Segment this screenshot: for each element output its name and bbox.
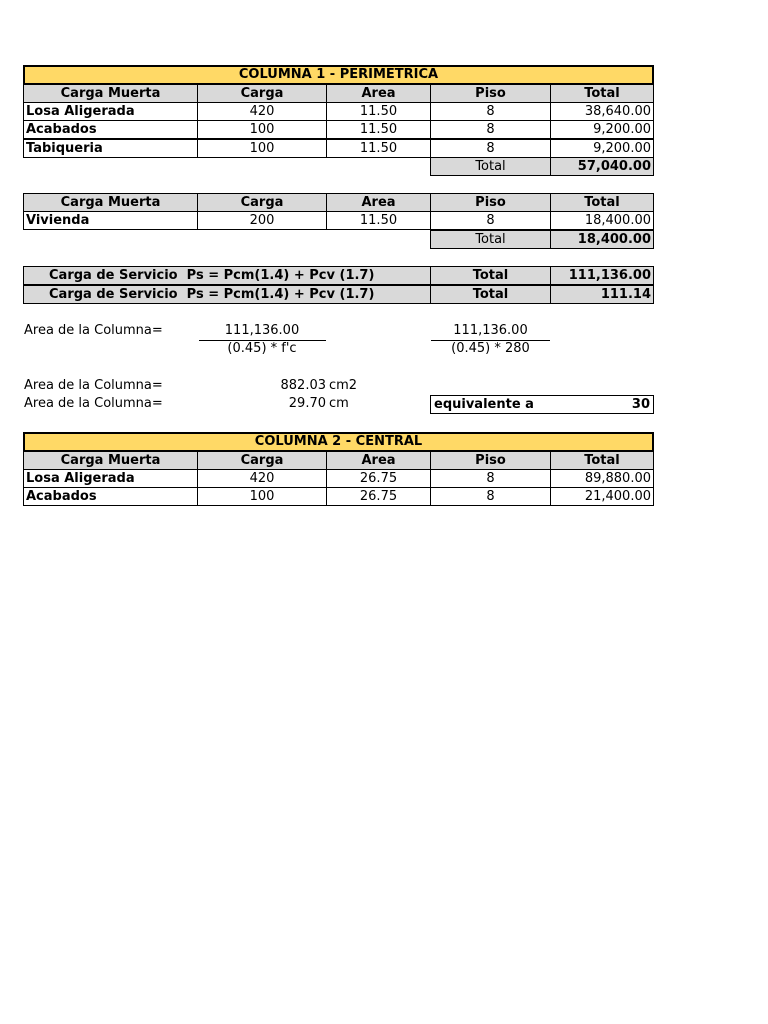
equivalente-label: equivalente a <box>434 397 534 412</box>
col2-header-carga: Carga <box>197 451 327 470</box>
table-cell: 100 <box>197 487 327 506</box>
viva-total-label: Total <box>430 230 551 249</box>
servicio-row-1-label <box>23 266 431 285</box>
table-cell: 11.50 <box>326 102 431 121</box>
table-cell: 200 <box>197 211 327 230</box>
area-result-2-label: Area de la Columna= <box>24 396 163 411</box>
area-denominator-2: (0.45) * 280 <box>451 341 530 356</box>
col2-title: COLUMNA 2 - CENTRAL <box>23 432 654 452</box>
servicio-label: Carga de Servicio <box>49 268 178 283</box>
table-cell: 8 <box>430 120 551 139</box>
area-result-2-value: 29.70 <box>288 396 326 411</box>
table-cell: 8 <box>430 139 551 158</box>
col1-header-area: Area <box>326 84 431 103</box>
area-result-1-label: Area de la Columna= <box>24 378 163 393</box>
servicio-row-2-label <box>23 285 431 304</box>
table-cell: 89,880.00 <box>550 469 654 488</box>
table-cell: 21,400.00 <box>550 487 654 506</box>
servicio-row-1-total-label: Total <box>430 266 551 285</box>
table-cell: 420 <box>197 469 327 488</box>
col2-header-total: Total <box>550 451 654 470</box>
equivalente-box <box>430 395 654 414</box>
col2-header-area: Area <box>326 451 431 470</box>
equivalente-value: 30 <box>631 397 650 412</box>
table-cell: 26.75 <box>326 469 431 488</box>
table-cell: 26.75 <box>326 487 431 506</box>
table-row: Vivienda <box>23 211 198 230</box>
table-cell: 420 <box>197 102 327 121</box>
col1-total-value: 57,040.00 <box>550 157 654 176</box>
table-cell: 100 <box>197 139 327 158</box>
area-result-1-unit: cm2 <box>329 378 358 393</box>
area-result-1-value: 882.03 <box>280 378 326 393</box>
col2-header-carga-muerta: Carga Muerta <box>23 451 198 470</box>
table-cell: 9,200.00 <box>550 139 654 158</box>
viva-total-value: 18,400.00 <box>550 230 654 249</box>
servicio-formula: Ps = Pcm(1.4) + Pcv (1.7) <box>186 287 375 302</box>
table-row: Acabados <box>23 487 198 506</box>
col1-total-label: Total <box>430 157 551 176</box>
area-denominator-1: (0.45) * f'c <box>227 341 297 356</box>
table-cell: 8 <box>430 211 551 230</box>
servicio-row-2-total-label: Total <box>430 285 551 304</box>
table-cell: 38,640.00 <box>550 102 654 121</box>
table-cell: 8 <box>430 487 551 506</box>
table-row: Losa Aligerada <box>23 102 198 121</box>
table-cell: 11.50 <box>326 211 431 230</box>
table-cell: 100 <box>197 120 327 139</box>
table-cell: 18,400.00 <box>550 211 654 230</box>
col1-header-total: Total <box>550 84 654 103</box>
area-result-2-unit: cm <box>329 396 349 411</box>
table-cell: 11.50 <box>326 120 431 139</box>
area-numerator-2: 111,136.00 <box>453 323 528 338</box>
table-cell: 11.50 <box>326 139 431 158</box>
col1-header-carga: Carga <box>197 84 327 103</box>
table-row: Acabados <box>23 120 198 139</box>
area-formula-label: Area de la Columna= <box>24 323 163 338</box>
servicio-label: Carga de Servicio <box>49 287 178 302</box>
table-cell: 9,200.00 <box>550 120 654 139</box>
servicio-row-2-value: 111.14 <box>550 285 654 304</box>
viva-header-carga: Carga <box>197 193 327 212</box>
col1-header-piso: Piso <box>430 84 551 103</box>
col1-header-carga-muerta: Carga Muerta <box>23 84 198 103</box>
table-cell: 8 <box>430 102 551 121</box>
area-numerator-1: 111,136.00 <box>224 323 300 338</box>
viva-header-carga-muerta: Carga Muerta <box>23 193 198 212</box>
viva-header-piso: Piso <box>430 193 551 212</box>
servicio-row-1-value: 111,136.00 <box>550 266 654 285</box>
viva-header-total: Total <box>550 193 654 212</box>
table-row: Losa Aligerada <box>23 469 198 488</box>
servicio-formula: Ps = Pcm(1.4) + Pcv (1.7) <box>186 268 375 283</box>
col1-title: COLUMNA 1 - PERIMETRICA <box>23 65 654 85</box>
table-row: Tabiqueria <box>23 139 198 158</box>
col2-header-piso: Piso <box>430 451 551 470</box>
table-cell: 8 <box>430 469 551 488</box>
viva-header-area: Area <box>326 193 431 212</box>
